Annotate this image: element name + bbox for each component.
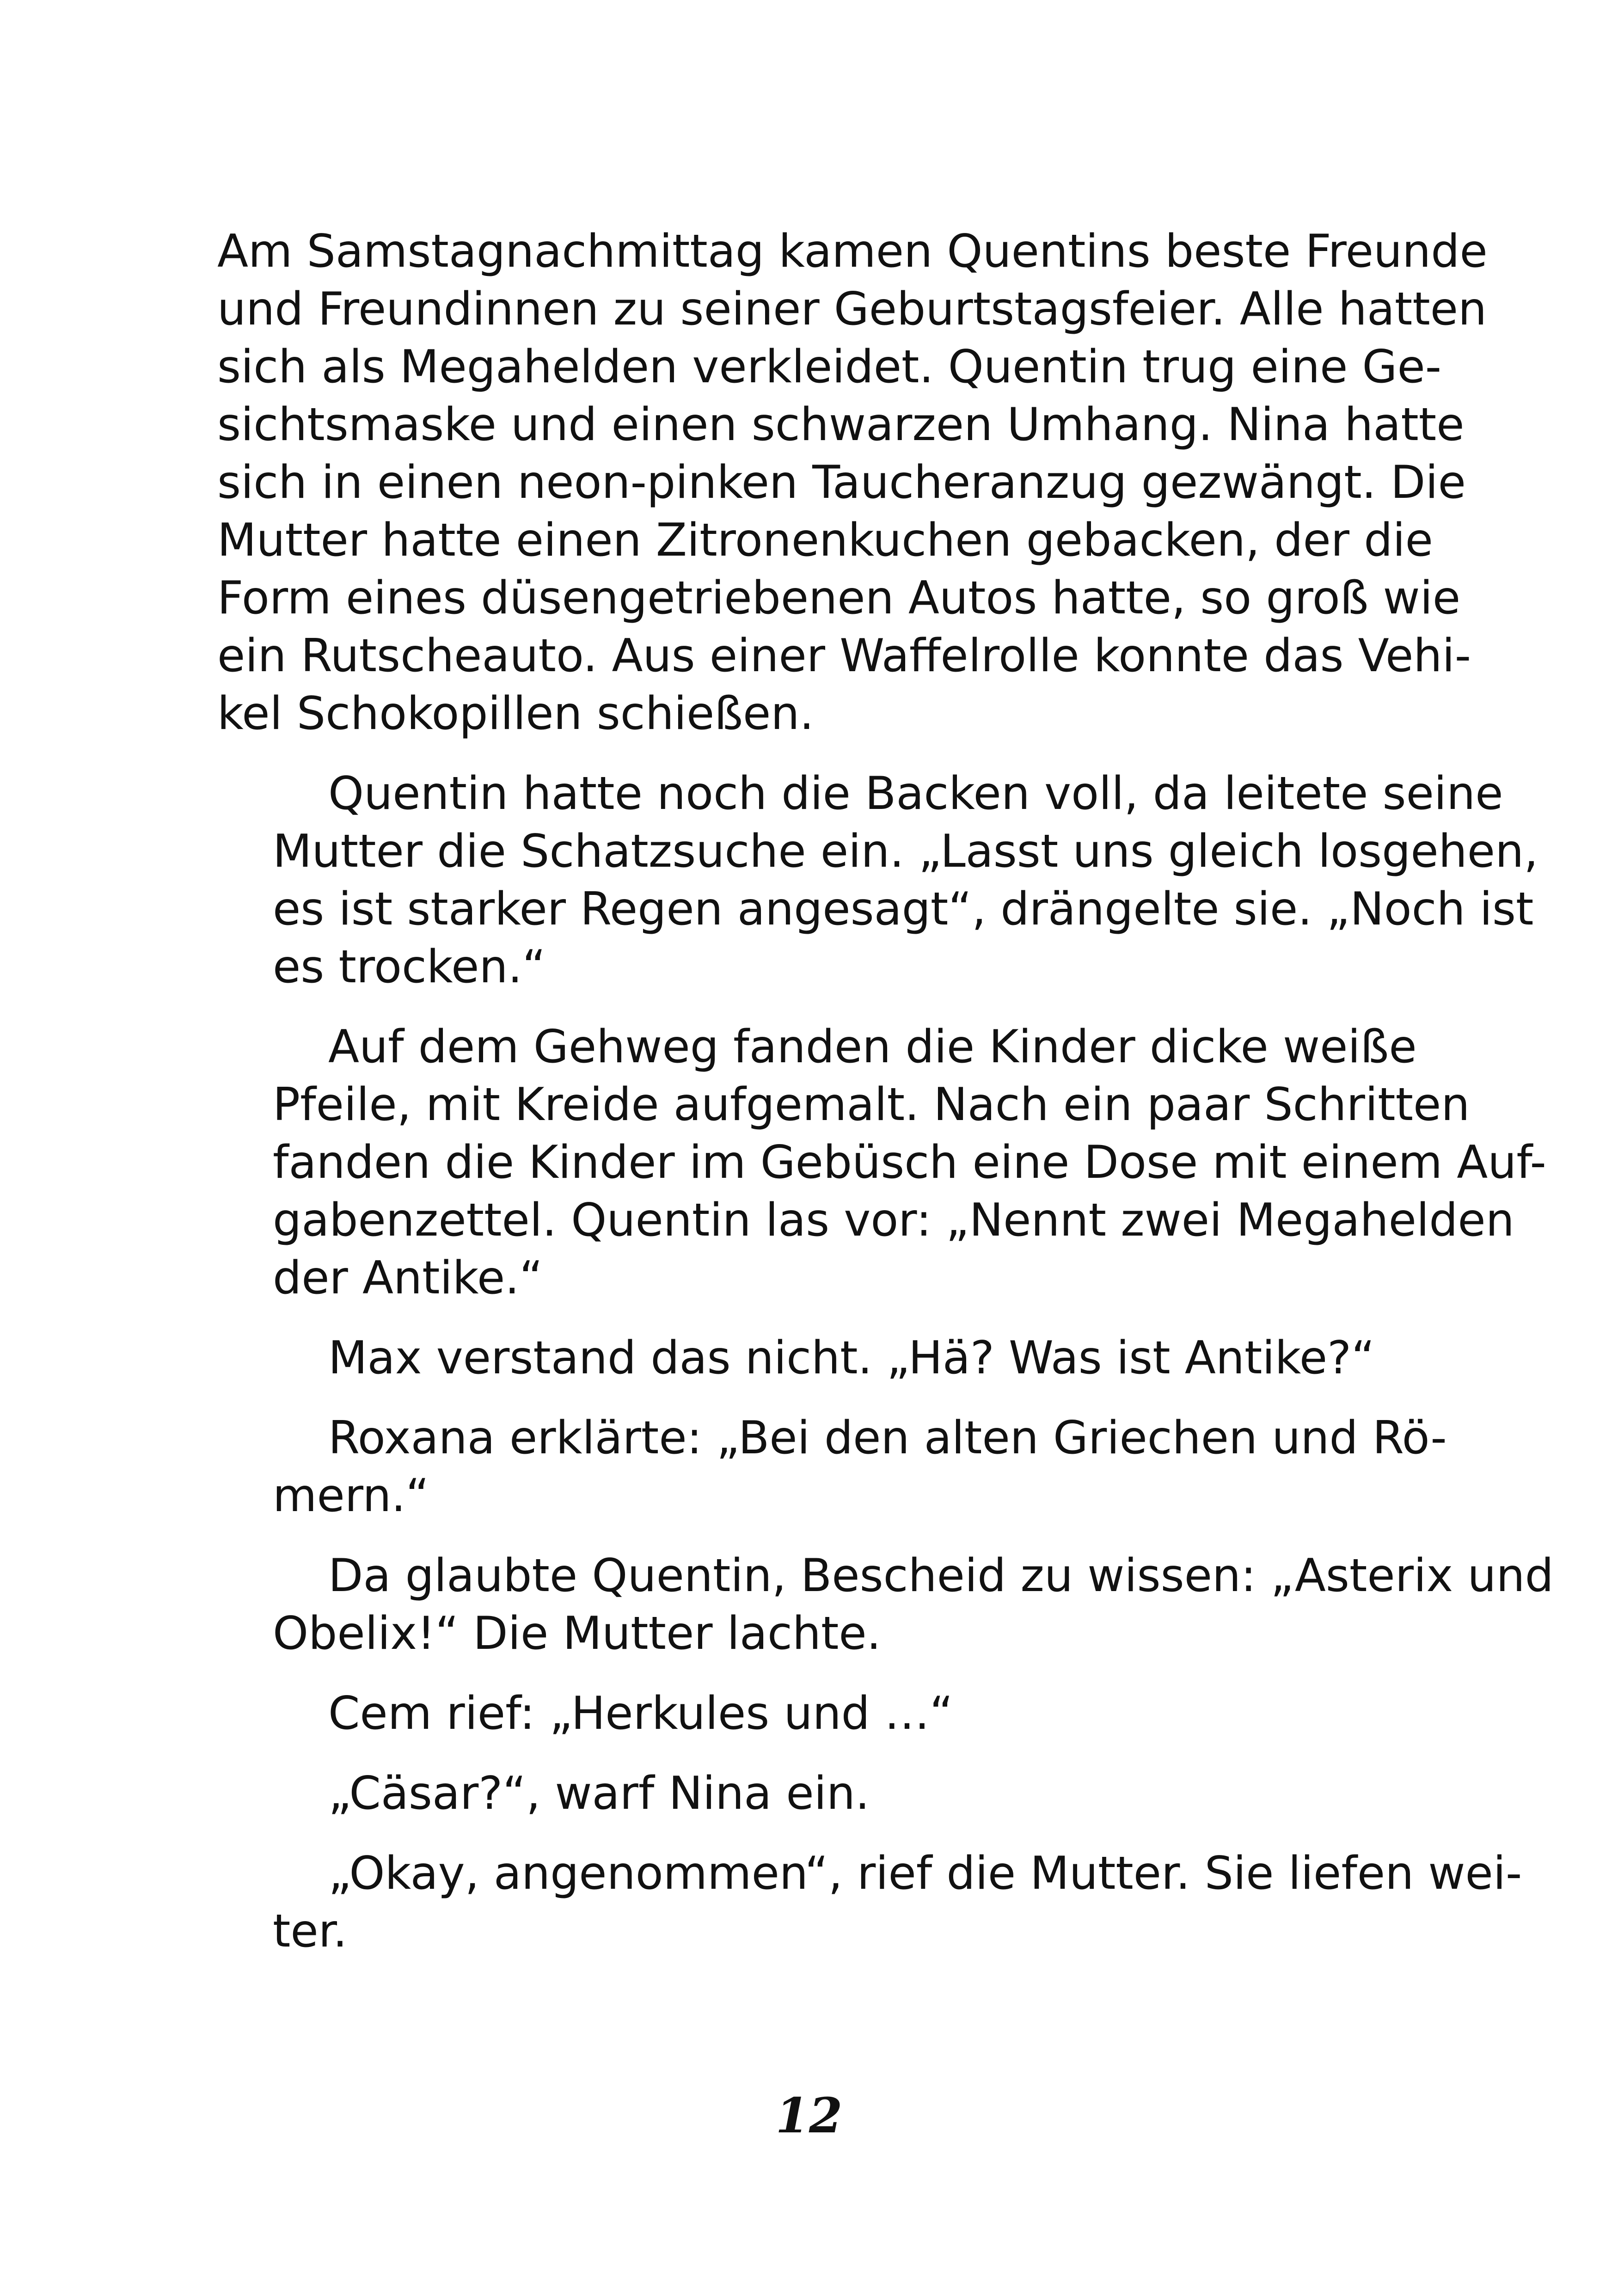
text-line: Am Samstagnachmittag kamen Quentins beste Freunde: [217, 225, 1488, 278]
text-line: Max verstand das nicht. „Hä? Was ist Antike?“: [328, 1332, 1375, 1384]
text-line: Da glaubte Quentin, Bescheid zu wissen: „Asterix und: [328, 1549, 1554, 1602]
text-line: Mutter die Schatzsuche ein. „Lasst uns gleich losgehen,: [273, 825, 1538, 878]
text-line: sichtsmaske und einen schwarzen Umhang. Nina hatte: [217, 398, 1465, 451]
text-line: mern.“: [273, 1469, 429, 1522]
text-line: Mutter hatte einen Zitronenkuchen gebacken, der die: [217, 514, 1433, 567]
text-line: es trocken.“: [273, 941, 546, 993]
paragraph: [217, 1765, 1396, 1823]
paragraph: [217, 1409, 1447, 1525]
paragraph: [217, 1018, 1546, 1307]
text-line: Cem rief: „Herkules und …“: [328, 1687, 953, 1740]
text-line: gabenzettel. Quentin las vor: „Nennt zwei Megahelden: [273, 1194, 1514, 1247]
text-line: „Cäsar?“, warf Nina ein.: [328, 1767, 870, 1820]
paragraph: [217, 765, 1538, 996]
text-line: fanden die Kinder im Gebüsch eine Dose mit einem Auf-: [273, 1136, 1546, 1189]
text-line: „Okay, angenommen“, rief die Mutter. Sie liefen wei-: [328, 1847, 1522, 1900]
text-line: es ist starker Regen angesagt“, drängelte sie. „Noch ist: [273, 883, 1534, 936]
text-line: und Freundinnen zu seiner Geburtstagsfeier. Alle hatten: [217, 283, 1487, 336]
text-line: ein Rutscheauto. Aus einer Waffelrolle konnte das Vehi-: [217, 630, 1471, 682]
text-line: kel Schokopillen schießen.: [217, 687, 814, 740]
text-line: Obelix!“ Die Mutter lachte.: [273, 1607, 881, 1660]
paragraph: [217, 1329, 1396, 1387]
text-line: Roxana erklärte: „Bei den alten Griechen und Rö-: [328, 1412, 1447, 1464]
text-line: ter.: [273, 1905, 348, 1958]
text-line: Quentin hatte noch die Backen voll, da leitete seine: [328, 767, 1503, 820]
text-line: der Antike.“: [273, 1252, 543, 1304]
paragraph: [217, 1685, 1396, 1743]
paragraph: [217, 1547, 1554, 1663]
page-number: 12: [775, 2087, 843, 2144]
paragraph: [217, 1845, 1522, 1960]
text-line: Auf dem Gehweg fanden die Kinder dicke weiße: [328, 1021, 1417, 1073]
text-line: sich in einen neon-pinken Taucheranzug gezwängt. Die: [217, 456, 1466, 509]
paragraph: [217, 223, 1488, 743]
text-line: sich als Megahelden verkleidet. Quentin trug eine Ge-: [217, 341, 1442, 393]
text-line: Pfeile, mit Kreide aufgemalt. Nach ein paar Schritten: [273, 1078, 1470, 1131]
body-text: [217, 223, 1554, 1983]
text-line: Form eines düsengetriebenen Autos hatte, so groß wie: [217, 572, 1461, 625]
